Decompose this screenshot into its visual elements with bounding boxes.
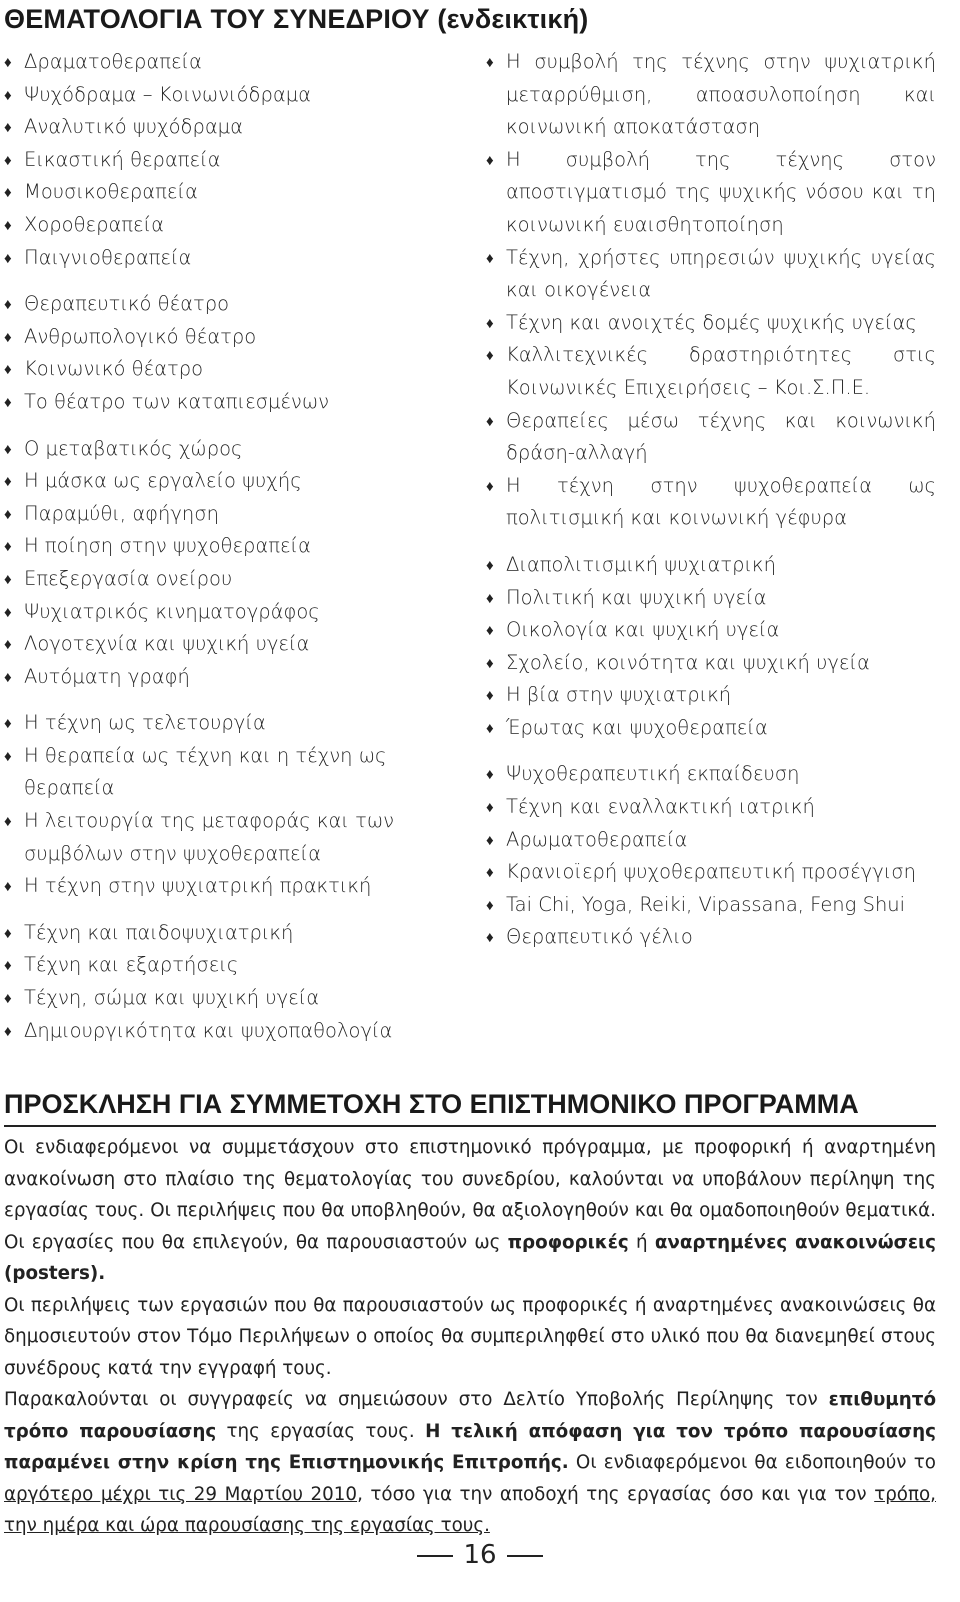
topic-label: Η συμβολή της τέχνης στον αποστιγματισμό της ψυχικής νόσου και τη κοινωνική ευαισθητοποίηση [506,147,936,236]
diamond-bullet-icon: ♦ [486,555,494,574]
topic-label: Δημιουργικότητα και ψυχοπαθολογία [24,1018,393,1042]
topic-item [4,949,474,982]
topic-label: Θεραπευτικό γέλιο [506,925,693,949]
topic-item [4,982,474,1015]
topic-item [4,530,474,563]
topic-label: Αναλυτικό ψυχόδραμα [24,115,243,139]
topic-label: Η τέχνη ως τελετουργία [24,711,266,735]
diamond-bullet-icon: ♦ [486,588,494,607]
topic-group [486,549,936,745]
diamond-bullet-icon: ♦ [4,85,12,104]
topics-left-column [4,46,474,1061]
topic-item [4,353,474,386]
topic-item [486,712,936,745]
topic-label: Ανθρωπολογικό θέατρο [24,324,257,348]
diamond-bullet-icon: ♦ [4,537,12,556]
topic-group [486,758,936,954]
diamond-bullet-icon: ♦ [486,686,494,705]
diamond-bullet-icon: ♦ [4,569,12,588]
topic-label: Θεραπευτικό θέατρο [24,292,230,316]
topic-item [4,433,474,466]
diamond-bullet-icon: ♦ [486,830,494,849]
topic-label: Παραμύθι, αφήγηση [24,501,220,525]
diamond-bullet-icon: ♦ [4,989,12,1008]
topic-item [4,111,474,144]
topic-item [486,582,936,615]
diamond-bullet-icon: ♦ [4,1021,12,1040]
diamond-bullet-icon: ♦ [486,928,494,947]
topic-label: Τέχνη, χρήστες υπηρεσιών ψυχικής υγείας και οικογένεια [506,245,936,302]
diamond-bullet-icon: ♦ [486,621,494,640]
topic-item [4,596,474,629]
topic-item [4,144,474,177]
topic-label: Ψυχόδραμα – Κοινωνιόδραμα [24,82,311,106]
topic-label: Η ποίηση στην ψυχοθεραπεία [24,534,311,558]
topic-label: Η τέχνη στην ψυχιατρική πρακτική [24,874,372,898]
diamond-bullet-icon: ♦ [486,765,494,784]
topic-label: Η λειτουργία της μεταφοράς και των συμβόλων στην ψυχοθεραπεία [24,809,395,865]
topic-label: Διαπολιτισμική ψυχιατρική [506,552,776,576]
topic-item [486,549,936,582]
page-number: 16 [463,1540,497,1570]
topic-item [486,339,936,404]
topic-group [4,917,474,1047]
topic-item [4,563,474,596]
topic-label: Τέχνη και εναλλακτική ιατρική [506,795,815,819]
topic-label: Λογοτεχνία και ψυχική υγεία [24,632,310,656]
page-title: ΘΕΜΑΤΟΛΟΓΙΑ ΤΟΥ ΣΥΝΕΔΡΙΟΥ (ενδεικτική) [4,4,589,34]
topic-label: Το θέατρο των καταπιεσμένων [24,389,330,413]
topic-item [486,856,936,889]
diamond-bullet-icon: ♦ [4,877,12,896]
topic-label: Παιγνιοθεραπεία [24,245,192,269]
call-body [4,1132,936,1542]
diamond-bullet-icon: ♦ [486,53,494,71]
topic-item [4,79,474,112]
topic-item [486,470,936,535]
topic-item [486,307,936,340]
diamond-bullet-icon: ♦ [486,798,494,817]
topic-item [486,144,936,242]
diamond-bullet-icon: ♦ [4,635,12,654]
diamond-bullet-icon: ♦ [486,150,494,169]
presentation-details-text: τρόπο, την ημέρα και ώρα παρουσίασης της εργασίας τους. [4,1483,936,1536]
topic-label: Δραματοθεραπεία [24,50,202,73]
topic-label: Θεραπείες μέσω τέχνης και κοινωνική δράση-αλλαγή [506,408,936,465]
topic-item [4,498,474,531]
diamond-bullet-icon: ♦ [4,923,12,942]
diamond-bullet-icon: ♦ [4,327,12,346]
topic-label: Αρωματοθεραπεία [506,827,688,851]
topic-item [486,242,936,307]
diamond-bullet-icon: ♦ [4,439,12,458]
topic-label: Tai Chi, Yoga, Reiki, Vipassana, Feng Shui [506,892,906,916]
topic-label: Η βία στην ψυχιατρική [506,683,732,707]
topic-label: Τέχνη και ανοιχτές δομές ψυχικής υγείας [506,310,917,334]
topic-label: Κρανιοϊερή ψυχοθεραπευτική προσέγγιση [506,860,917,884]
call-paragraph-3: Παρακαλούνται οι συγγραφείς να σημειώσουν στο Δελτίο Υποβολής Περίληψης τον επιθυμητό τρόπο παρουσίασης της εργασίας τους. Η τελική απόφαση για τον τρόπο παρουσίασης παραμένει στην κρίση της Επιστημονικής Επιτροπής. Οι ενδιαφερόμενοι θα ειδοποιηθούν το αργότερο μέχρι τις 29 Μαρτίου 2010, τόσο για την αποδοχή της εργασίας όσο και για τον τρόπο, την ημέρα και ώρα παρουσίασης της εργασίας τους. [4,1389,936,1536]
diamond-bullet-icon: ♦ [4,812,12,831]
topic-group [4,707,474,903]
topic-item [4,46,474,79]
topic-item [486,647,936,680]
diamond-bullet-icon: ♦ [486,863,494,882]
diamond-bullet-icon: ♦ [4,360,12,379]
topic-label: Αυτόματη γραφή [24,664,190,688]
diamond-bullet-icon: ♦ [4,602,12,621]
topic-group [486,46,936,535]
topic-item [486,824,936,857]
topic-label: Η συμβολή της τέχνης στην ψυχιατρική μεταρρύθμιση, αποασυλοποίηση και κοινωνική αποκατάσταση [506,50,936,139]
topic-label: Τέχνη και παιδοψυχιατρική [24,920,294,944]
topic-label: Η μάσκα ως εργαλείο ψυχής [24,469,302,493]
page-footer [0,1535,960,1575]
diamond-bullet-icon: ♦ [4,118,12,137]
topic-label: Η θεραπεία ως τέχνη και η τέχνη ως θεραπεία [24,743,387,800]
topic-item [4,707,474,740]
diamond-bullet-icon: ♦ [4,392,12,411]
topic-item [4,176,474,209]
footer-dash-left [417,1555,453,1557]
topic-label: Καλλιτεχνικές δραστηριότητες στις Κοινωνικές Επιχειρήσεις – Κοι.Σ.Π.Ε. [506,343,936,399]
diamond-bullet-icon: ♦ [4,956,12,975]
footer-dash-right [507,1555,543,1557]
topic-item [4,242,474,275]
topic-label: Επεξεργασία ονείρου [24,566,233,590]
deadline-link-text: αργότερο μέχρι τις 29 Μαρτίου 2010 [4,1483,358,1505]
topic-item [4,386,474,419]
diamond-bullet-icon: ♦ [486,313,494,332]
topic-group [4,288,474,418]
topic-item [4,209,474,242]
diamond-bullet-icon: ♦ [4,215,12,234]
diamond-bullet-icon: ♦ [4,746,12,765]
diamond-bullet-icon: ♦ [486,248,494,267]
diamond-bullet-icon: ♦ [4,504,12,523]
topic-label: Ψυχοθεραπευτική εκπαίδευση [506,762,800,786]
topic-item [4,465,474,498]
topic-group [4,46,474,274]
topic-item [4,661,474,694]
diamond-bullet-icon: ♦ [4,183,12,202]
topic-item [4,740,474,805]
diamond-bullet-icon: ♦ [4,667,12,686]
topic-label: Κοινωνικό θέατρο [24,357,204,381]
topic-label: Σχολείο, κοινότητα και ψυχική υγεία [506,650,870,674]
topic-label: Μουσικοθεραπεία [24,180,198,204]
topic-label: Έρωτας και ψυχοθεραπεία [506,715,768,739]
topic-label: Πολιτική και ψυχική υγεία [506,585,767,609]
topic-item [4,805,474,870]
topic-item [4,628,474,661]
diamond-bullet-icon: ♦ [486,346,494,365]
topic-item [4,917,474,950]
diamond-bullet-icon: ♦ [486,476,494,495]
call-paragraph-1: Οι ενδιαφερόμενοι να συμμετάσχουν στο επιστημονικό πρόγραμμα, με προφορική ή αναρτημένη ανακοίνωση στο πλαίσιο της θεματολογίας του συνεδρίου, καλούνται να υποβάλουν περίληψη της εργασίας τους. Οι περιλήψεις που θα υποβληθούν, θα αξιολογηθούν και θα ομαδοποιηθούν θεματικά. Οι εργασίες που θα επιλεγούν, θα παρουσιαστούν ως προφορικές ή αναρτημένες ανακοινώσεις (posters). [4,1137,936,1284]
diamond-bullet-icon: ♦ [4,714,12,733]
topic-item [486,921,936,954]
topic-group [4,433,474,694]
diamond-bullet-icon: ♦ [4,295,12,314]
diamond-bullet-icon: ♦ [486,411,494,430]
topic-label: Τέχνη και εξαρτήσεις [24,953,239,977]
call-paragraph-2: Οι περιλήψεις των εργασιών που θα παρουσιαστούν ως προφορικές ή αναρτημένες ανακοινώσεις θα δημοσιευτούν στον Τόμο Περιλήψεων ο οποίος θα συμπεριληφθεί στο υλικό που θα διανεμηθεί στους συνέδρους κατά την εγγραφή τους. [4,1294,936,1379]
topic-label: Χοροθεραπεία [24,212,164,236]
diamond-bullet-icon: ♦ [4,150,12,169]
topic-label: Οικολογία και ψυχική υγεία [506,618,780,642]
topic-item [486,889,936,922]
topics-right-column [486,46,936,968]
topic-item [4,288,474,321]
diamond-bullet-icon: ♦ [486,718,494,737]
topic-item [486,758,936,791]
topic-item [4,870,474,903]
topic-item [486,614,936,647]
diamond-bullet-icon: ♦ [486,653,494,672]
topic-item [486,405,936,470]
topic-item [486,791,936,824]
topic-label: Η τέχνη στην ψυχοθεραπεία ως πολιτισμική και κοινωνική γέφυρα [506,473,936,530]
topic-item [4,321,474,354]
topic-label: Τέχνη, σώμα και ψυχική υγεία [24,986,320,1010]
diamond-bullet-icon: ♦ [4,248,12,267]
call-heading: ΠΡΟΣΚΛΗΣΗ ΓΙΑ ΣΥΜΜΕΤΟΧΗ ΣΤΟ ΕΠΙΣΤΗΜΟΝΙΚΟ ΠΡΟΓΡΑΜΜΑ [4,1087,936,1127]
topic-label: Ο μεταβατικός χώρος [24,436,243,460]
diamond-bullet-icon: ♦ [4,472,12,491]
topic-item [486,46,936,144]
diamond-bullet-icon: ♦ [4,53,12,71]
topic-label: Ψυχιατρικός κινηματογράφος [24,599,320,623]
topic-item [4,1015,474,1048]
topic-label: Εικαστική θεραπεία [24,147,221,171]
diamond-bullet-icon: ♦ [486,895,494,914]
topic-item [486,679,936,712]
